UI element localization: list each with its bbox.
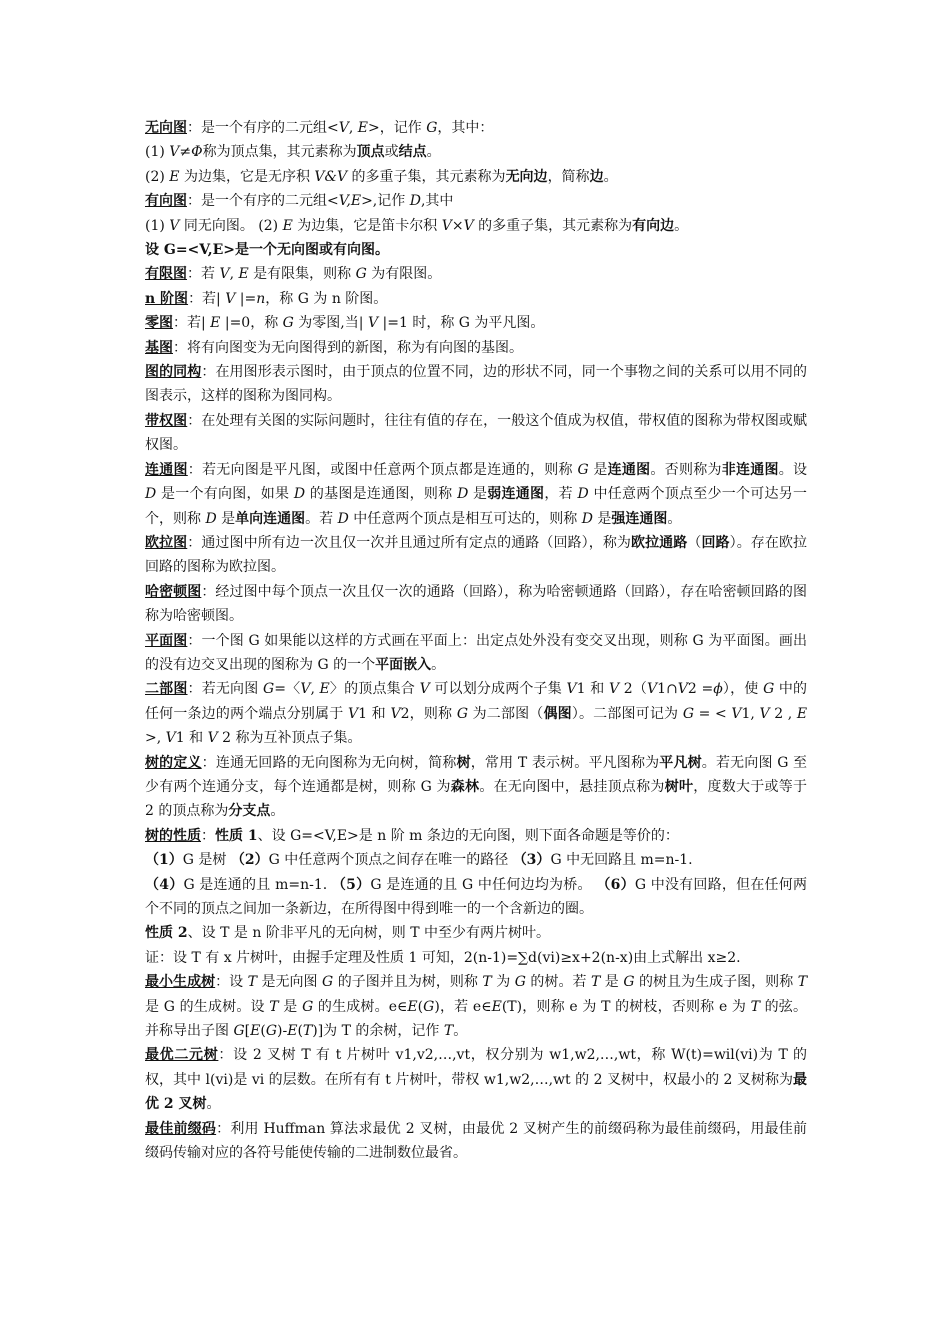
term-heading: 带权图 bbox=[145, 412, 188, 429]
math-symbol: V≠Φ bbox=[169, 144, 203, 161]
math-symbol: G bbox=[763, 681, 775, 698]
text-run: 2 , bbox=[769, 705, 797, 722]
math-symbol: T bbox=[302, 1023, 313, 1040]
math-symbol: V bbox=[207, 730, 218, 747]
bold-term: 结点 bbox=[398, 144, 427, 161]
text-run: 、设 G=<V,E>是 n 阶 m 条边的无向图，则下面各命题是等价的： bbox=[257, 827, 679, 844]
text-run: , bbox=[229, 266, 239, 283]
text-run: G 是连通的且 G 中任何边均为桥。 bbox=[370, 876, 597, 893]
paragraph bbox=[145, 1043, 807, 1116]
math-symbol: V bbox=[566, 681, 577, 698]
text-run: 是一个有向图，如果 bbox=[156, 486, 294, 503]
math-symbol: E bbox=[407, 998, 418, 1015]
bold-term: （1） bbox=[145, 852, 183, 869]
math-symbol: D bbox=[205, 510, 217, 527]
bold-term: 分支点 bbox=[228, 803, 271, 820]
paragraph bbox=[145, 1117, 807, 1166]
text-run: 。设 bbox=[778, 461, 808, 478]
bold-term: 非连通图 bbox=[721, 461, 779, 478]
math-symbol: V,E bbox=[338, 193, 362, 210]
math-symbol: V bbox=[219, 266, 230, 283]
text-run: ( bbox=[297, 1023, 303, 1040]
bold-term: 平面嵌入 bbox=[375, 656, 432, 673]
term-heading: 图的同构 bbox=[145, 364, 202, 381]
bold-term: 性质 2 bbox=[145, 925, 188, 942]
math-symbol: V bbox=[647, 681, 658, 698]
text-run: 是 bbox=[592, 510, 612, 527]
text-run: |=1 时，称 G 为平凡图。 bbox=[378, 315, 545, 332]
bold-term: 设 G=<V,E>是一个无向图或有向图。 bbox=[145, 242, 389, 259]
text-run: 1 和 bbox=[358, 705, 391, 722]
term-heading: 连通图 bbox=[145, 461, 188, 478]
text-run: 。否则称为 bbox=[650, 461, 722, 478]
document-body bbox=[145, 116, 807, 1165]
math-symbol: V bbox=[348, 705, 359, 722]
math-symbol: V bbox=[731, 705, 742, 722]
bold-term: 边 bbox=[589, 168, 604, 185]
text-run: >,记作 bbox=[361, 193, 410, 210]
math-symbol: E bbox=[319, 681, 330, 698]
paragraph bbox=[145, 580, 807, 629]
paragraph bbox=[145, 921, 807, 945]
math-symbol: V bbox=[759, 705, 770, 722]
math-symbol: G bbox=[682, 705, 695, 722]
text-run: ：将有向图变为无向图得到的新图，称为有向图的基图。 bbox=[173, 339, 523, 356]
paragraph bbox=[145, 970, 807, 1043]
text-run: ）。二部图可记为 bbox=[571, 705, 683, 722]
math-symbol: G bbox=[265, 1023, 277, 1040]
math-symbol: V bbox=[367, 315, 379, 332]
text-run: 是 bbox=[216, 510, 236, 527]
bold-term: 弱连通图 bbox=[487, 486, 545, 503]
term-heading: 无向图 bbox=[145, 120, 187, 136]
bold-term: 有向边 bbox=[632, 217, 675, 234]
text-run: (T)，则称 e 为 T 的树枝，否则称 e 为 bbox=[501, 998, 751, 1015]
text-run: (1) bbox=[145, 217, 170, 234]
text-run: 。若 bbox=[305, 510, 338, 527]
text-run: G 中任意两个顶点之间存在唯一的路径 bbox=[268, 852, 513, 869]
text-run: 是 G 的生成树。设 bbox=[145, 998, 270, 1015]
bold-term: 森林 bbox=[450, 778, 480, 795]
text-run: 。 bbox=[206, 1096, 221, 1113]
bold-term: 连通图 bbox=[607, 461, 651, 478]
math-symbol: G bbox=[233, 1023, 245, 1040]
paragraph bbox=[145, 873, 807, 922]
math-symbol: G bbox=[355, 266, 367, 283]
math-symbol: V bbox=[225, 290, 236, 307]
term-heading: 哈密顿图 bbox=[145, 583, 202, 600]
bold-term: （6） bbox=[596, 876, 635, 893]
text-run: 可以划分成两个子集 bbox=[429, 681, 567, 698]
text-run: 2（ bbox=[619, 681, 648, 698]
text-run: , bbox=[310, 681, 320, 698]
text-run: 称为顶点集，其元素称为 bbox=[202, 144, 357, 161]
paragraph bbox=[145, 262, 807, 286]
math-symbol: T bbox=[482, 974, 492, 991]
paragraph bbox=[145, 751, 807, 824]
paragraph bbox=[145, 360, 807, 409]
text-run: 。 bbox=[270, 803, 285, 820]
text-run: 的弦。并称导出子图 bbox=[145, 998, 807, 1040]
math-symbol: D bbox=[581, 510, 593, 527]
text-run: 是 bbox=[588, 461, 608, 478]
text-run: G 中无回路且 m=n-1. bbox=[550, 852, 693, 869]
math-symbol: E bbox=[287, 1023, 298, 1040]
text-run: , bbox=[348, 120, 358, 136]
text-run: 、设 T 是 n 阶非平凡的无向树，则 T 中至少有两片树叶。 bbox=[187, 925, 551, 942]
bold-term: （3） bbox=[512, 852, 551, 869]
text-run: ，若 bbox=[544, 486, 578, 503]
paragraph bbox=[145, 409, 807, 458]
text-run: ），使 bbox=[722, 681, 764, 698]
paragraph bbox=[145, 287, 807, 311]
math-symbol: D bbox=[577, 486, 589, 503]
term-heading: 零图 bbox=[145, 315, 173, 332]
math-symbol: G bbox=[426, 120, 438, 136]
text-run: |=0，称 bbox=[220, 315, 283, 332]
math-symbol: T bbox=[797, 974, 808, 991]
math-symbol: E bbox=[210, 315, 221, 332]
text-run: ( bbox=[260, 1023, 266, 1040]
text-run: G 是树 bbox=[182, 852, 231, 869]
text-run: 是无向图 bbox=[257, 974, 323, 991]
text-run: 为有限图。 bbox=[366, 266, 442, 283]
text-run: ：通过图中所有边一次且仅一次并且通过所有定点的通路（回路），称为 bbox=[187, 534, 631, 551]
text-run: )]为 T 的余树，记作 bbox=[312, 1023, 444, 1040]
math-symbol: T bbox=[590, 974, 601, 991]
paragraph bbox=[145, 531, 807, 580]
math-symbol: T bbox=[247, 974, 257, 991]
math-symbol: V bbox=[677, 681, 688, 698]
math-symbol: D bbox=[145, 486, 157, 503]
paragraph bbox=[145, 336, 807, 360]
text-run: 。在无向图中，悬挂顶点称为 bbox=[479, 778, 665, 795]
text-run: 中任意两个顶点是相互可达的，则称 bbox=[348, 510, 582, 527]
paragraph bbox=[145, 116, 807, 140]
math-symbol: G bbox=[263, 681, 275, 698]
paragraph bbox=[145, 946, 807, 970]
term-heading: 平面图 bbox=[145, 632, 188, 649]
bold-term: 最优 2 叉树 bbox=[145, 1071, 807, 1113]
text-run: ：若无向图 bbox=[187, 681, 264, 698]
math-symbol: V bbox=[419, 681, 430, 698]
text-run: (1) bbox=[145, 144, 170, 161]
bold-term: 平凡树 bbox=[659, 754, 702, 771]
math-symbol: V bbox=[609, 681, 620, 698]
term-heading: 最优二元树 bbox=[145, 1047, 219, 1064]
text-run: 是 bbox=[600, 974, 624, 991]
text-run: ，常用 T 表示树。平凡图称为 bbox=[470, 754, 660, 771]
term-heading: 树的性质 bbox=[145, 827, 201, 844]
bold-term: 无向边 bbox=[505, 168, 548, 185]
text-run: 的多重子集，其元素称为 bbox=[347, 168, 506, 185]
bold-term: 顶点 bbox=[356, 144, 385, 161]
math-symbol: E bbox=[357, 120, 368, 136]
text-run: 证：设 T 有 x 片树叶，由握手定理及性质 1 可知，2(n-1)=∑d(vi)≥x+2(n-x)由上式解出 x≥2. bbox=[145, 949, 741, 966]
text-run: =〈 bbox=[274, 681, 301, 698]
text-run: 。若无向图 G 至少有两个连通分支，每个连通都是树，则称 G 为 bbox=[145, 754, 808, 795]
bold-term: 单向连通图 bbox=[235, 510, 306, 527]
math-symbol: G bbox=[322, 974, 334, 991]
math-symbol: G bbox=[514, 974, 526, 991]
math-symbol: G bbox=[302, 998, 314, 1015]
text-run: 1∩ bbox=[657, 681, 678, 698]
math-symbol: V bbox=[165, 730, 176, 747]
math-symbol: G bbox=[456, 705, 468, 722]
paragraph bbox=[145, 214, 807, 238]
bold-term: （5） bbox=[331, 876, 371, 893]
text-run: 。 bbox=[603, 168, 618, 185]
math-symbol: V&V bbox=[314, 168, 348, 185]
text-run: 1, bbox=[741, 705, 760, 722]
text-run: ：在处理有关图的实际问题时，往往有值的存在，一般这个值成为权值，带权值的图称为带权图或赋权图。 bbox=[145, 412, 808, 454]
paragraph bbox=[145, 824, 807, 848]
term-heading: 欧拉图 bbox=[145, 534, 188, 551]
text-run: 是有限集，则称 bbox=[248, 266, 356, 283]
text-run: ：设 2 叉树 T 有 t 片树叶 v1,v2,…,vt，权分别为 w1,w2,…,wt，称 W(t)=wil(vi)为 T 的权，其中 l(vi)是 vi 的层数。在所有有 t 片树叶，带权 w1,w2,…,wt 的 2 叉树中，权最小的 2 叉树称为 bbox=[145, 1047, 808, 1088]
text-run: 。 bbox=[667, 510, 682, 527]
text-run: )- bbox=[277, 1023, 288, 1040]
text-run: [ bbox=[244, 1023, 251, 1040]
text-run: 中任意两个顶点至少一个可达另一个，则称 bbox=[145, 486, 808, 527]
text-run: ：若| bbox=[188, 290, 226, 307]
math-symbol: E bbox=[796, 705, 808, 722]
text-run: 为零图,当| bbox=[293, 315, 368, 332]
text-run: 是 bbox=[468, 486, 488, 503]
text-run: ：利用 Huffman 算法求最优 2 叉树，由最优 2 叉树产生的前缀码称为最佳前缀码，用最佳前缀码传输对应的各符号能使传输的二进制数位最省。 bbox=[145, 1120, 808, 1162]
text-run: 。 bbox=[674, 217, 689, 234]
text-run: 为 bbox=[491, 974, 515, 991]
text-run: ： bbox=[201, 827, 215, 844]
math-symbol: D bbox=[457, 486, 469, 503]
text-run: ：若 bbox=[187, 266, 220, 283]
term-heading: 最佳前缀码 bbox=[145, 1120, 217, 1137]
text-run: ，度数大于或等于 2 的顶点称为 bbox=[145, 778, 808, 820]
text-run: 。 bbox=[453, 1023, 468, 1040]
math-symbol: G bbox=[623, 974, 635, 991]
text-run: 为二部图（ bbox=[468, 705, 544, 722]
math-symbol: V bbox=[338, 120, 349, 136]
text-run: ：是一个有序的二元组< bbox=[187, 193, 339, 210]
text-run: （ bbox=[687, 534, 702, 551]
text-run: 为边集，它是无序积 bbox=[179, 168, 315, 185]
math-symbol: E bbox=[169, 168, 180, 185]
paragraph bbox=[145, 165, 807, 189]
text-run: )，若 e∈ bbox=[434, 998, 492, 1015]
math-symbol: V bbox=[390, 705, 401, 722]
math-symbol: D bbox=[337, 510, 349, 527]
paragraph bbox=[145, 140, 807, 164]
math-symbol: T bbox=[269, 998, 279, 1015]
text-run: ：若无向图是平凡图，或图中任意两个顶点都是连通的，则称 bbox=[187, 461, 578, 478]
text-run: 〉的顶点集合 bbox=[329, 681, 420, 698]
text-run: 为边集，它是笛卡尔积 bbox=[292, 217, 442, 234]
text-run: 的子图并且为树，则称 bbox=[333, 974, 483, 991]
math-symbol: V×V bbox=[441, 217, 474, 234]
text-run: 的基图是连通图，则称 bbox=[305, 486, 458, 503]
bold-term: （2） bbox=[230, 852, 269, 869]
term-heading: 基图 bbox=[145, 339, 173, 356]
text-run: ，其中： bbox=[437, 120, 494, 136]
text-run: 。 bbox=[426, 144, 441, 161]
math-symbol: n bbox=[256, 290, 266, 307]
math-symbol: E bbox=[491, 998, 502, 1015]
bold-term: 树叶 bbox=[664, 778, 694, 795]
text-run: ：设 bbox=[215, 974, 248, 991]
math-symbol: T bbox=[443, 1023, 454, 1040]
text-run: >，记作 bbox=[368, 120, 427, 136]
text-run: G 中没有回路，但在任何两个不同的顶点之间加一条新边，在所得图中得到唯一的一个含新边的圈。 bbox=[145, 876, 808, 917]
text-run: 1 和 bbox=[576, 681, 610, 698]
text-run: |= bbox=[235, 290, 257, 307]
math-symbol: D bbox=[293, 486, 306, 503]
text-run: ,其中 bbox=[420, 193, 454, 210]
paragraph bbox=[145, 677, 807, 750]
math-symbol: G bbox=[577, 461, 589, 478]
bold-term: （4） bbox=[145, 876, 184, 893]
math-symbol: E bbox=[250, 1023, 261, 1040]
text-run: 的树。若 bbox=[525, 974, 591, 991]
term-heading: 有限图 bbox=[145, 266, 187, 283]
paragraph bbox=[145, 189, 807, 213]
text-run: 的多重子集，其元素称为 bbox=[473, 217, 633, 234]
text-run: ：经过图中每个顶点一次且仅一次的通路（回路），称为哈密顿通路（回路），存在哈密顿回路的图称为哈密顿图。 bbox=[145, 583, 808, 625]
text-run: 同无向图。 (2) bbox=[179, 217, 283, 234]
text-run: ）。存在欧拉回路的图称为欧拉图。 bbox=[145, 534, 808, 576]
text-run: ，称 G 为 n 阶图。 bbox=[265, 290, 388, 307]
text-run: >, bbox=[145, 730, 166, 747]
text-run: G 是连通的且 m=n-1. bbox=[183, 876, 332, 893]
math-symbol: G bbox=[282, 315, 294, 332]
math-symbol: D bbox=[409, 193, 421, 210]
term-heading: 有向图 bbox=[145, 193, 187, 210]
text-run: ，简称 bbox=[547, 168, 590, 185]
term-heading: 树的定义 bbox=[145, 754, 202, 771]
term-heading: 二部图 bbox=[145, 681, 188, 698]
bold-term: 偶图 bbox=[543, 705, 572, 722]
text-run: 。 bbox=[431, 656, 446, 673]
math-symbol: V bbox=[300, 681, 311, 698]
text-run: ：是一个有序的二元组< bbox=[187, 120, 339, 136]
math-symbol: G bbox=[423, 998, 435, 1015]
paragraph bbox=[145, 238, 807, 262]
bold-term: 性质 1 bbox=[215, 827, 258, 844]
text-run: 的生成树。e∈ bbox=[313, 998, 408, 1015]
paragraph bbox=[145, 458, 807, 531]
paragraph bbox=[145, 629, 807, 678]
bold-term: 欧拉通路 bbox=[631, 534, 688, 551]
math-symbol: T bbox=[750, 998, 760, 1015]
text-run: = < bbox=[694, 705, 732, 722]
text-run: 2，则称 bbox=[400, 705, 457, 722]
bold-term: 回路 bbox=[701, 534, 730, 551]
text-run: 中的任何一条边的两个端点分别属于 bbox=[145, 681, 808, 722]
text-run: 2 = bbox=[687, 681, 714, 698]
text-run: 2 称为互补顶点子集。 bbox=[217, 730, 362, 747]
bold-term: 强连通图 bbox=[611, 510, 668, 527]
text-run: (2) bbox=[145, 168, 170, 185]
paragraph bbox=[145, 848, 807, 872]
math-symbol: ϕ bbox=[713, 681, 723, 698]
bold-term: 树 bbox=[456, 754, 471, 771]
text-run: ：一个图 G 如果能以这样的方式画在平面上：出定点处外没有变交叉出现，则称 G 为平面图。画出的没有边交叉出现的图称为 G 的一个 bbox=[145, 632, 807, 673]
text-run: ：在用图形表示图时，由于顶点的位置不同，边的形状不同，同一个事物之间的关系可以用不同的图表示，这样的图称为图同构。 bbox=[145, 364, 808, 405]
text-run: ：连通无回路的无向图称为无向树，简称 bbox=[201, 754, 457, 771]
text-run: 的树且为生成子图，则称 bbox=[634, 974, 798, 991]
math-symbol: E bbox=[238, 266, 249, 283]
paragraph bbox=[145, 311, 807, 335]
text-run: 是 bbox=[278, 998, 303, 1015]
term-heading: 最小生成树 bbox=[145, 974, 216, 991]
term-heading: n 阶图 bbox=[145, 290, 189, 307]
math-symbol: V bbox=[169, 217, 180, 234]
text-run: ( bbox=[417, 998, 424, 1015]
math-symbol: E bbox=[282, 217, 293, 234]
text-run: 1 和 bbox=[175, 730, 208, 747]
text-run: 或 bbox=[384, 144, 399, 161]
text-run: ：若| bbox=[173, 315, 211, 332]
